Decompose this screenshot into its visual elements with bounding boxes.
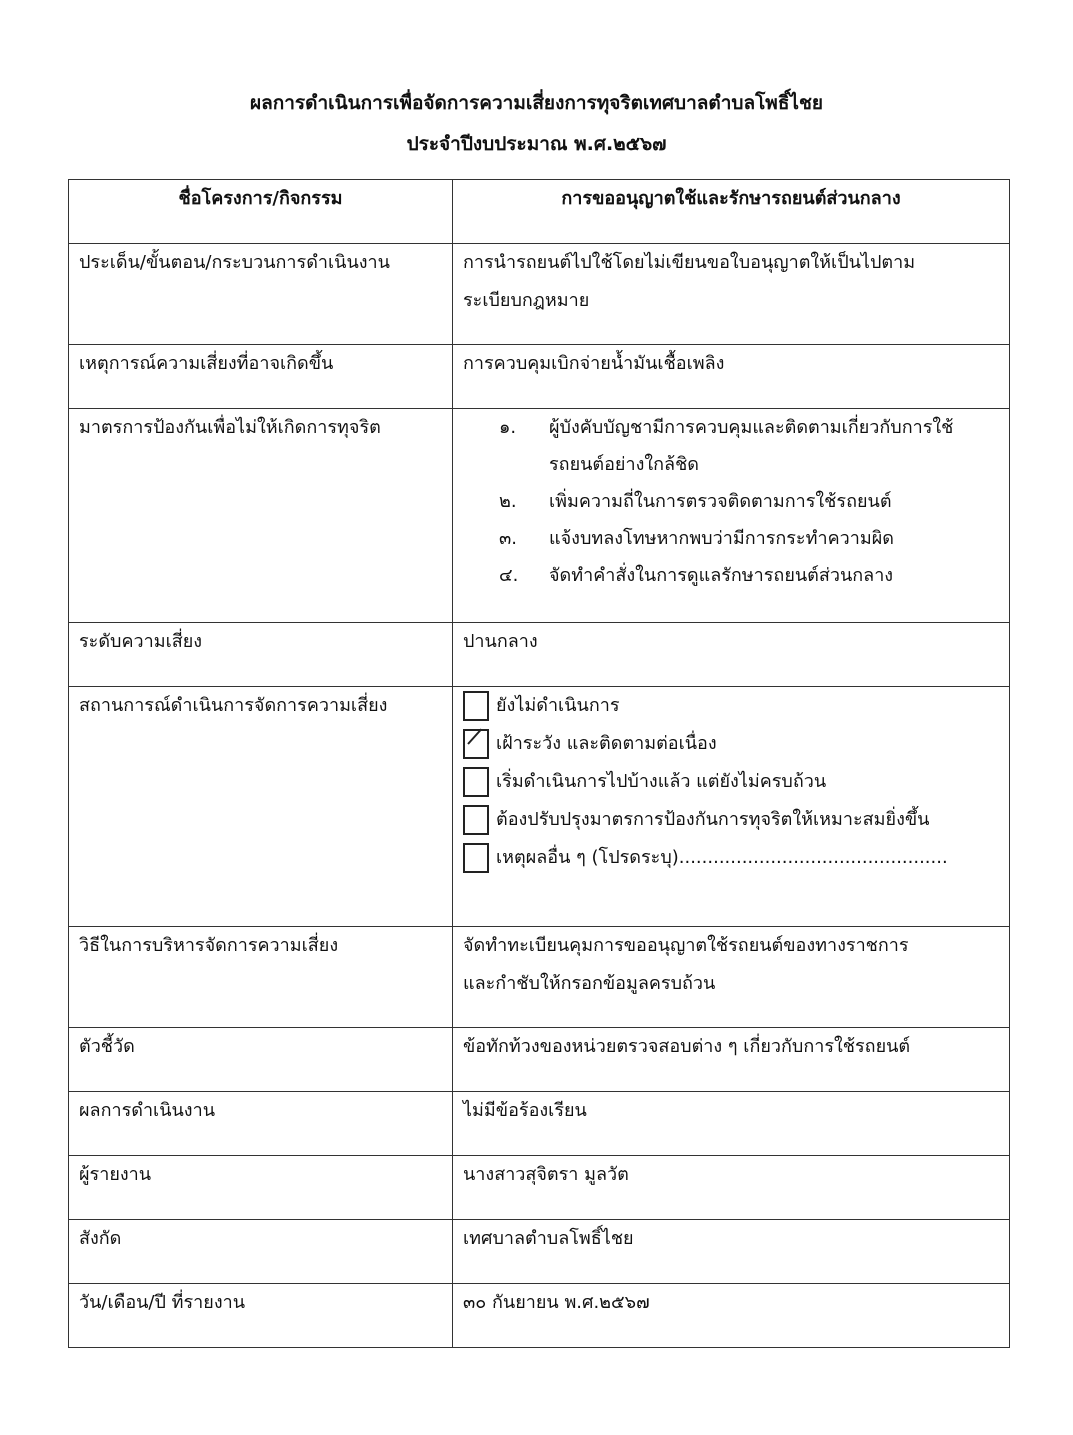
row-value bbox=[453, 244, 1010, 345]
table-row bbox=[69, 1156, 1010, 1220]
row-label: สังกัด bbox=[69, 1220, 453, 1284]
status-option-label: เฝ้าระวัง และติดตามต่อเนื่อง bbox=[496, 733, 717, 754]
report-subtitle: ประจำปีงบประมาณ พ.ศ.๒๕๖๗ bbox=[406, 133, 667, 155]
row-value: การควบคุมเบิกจ่ายน้ำมันเชื้อเพลิง bbox=[453, 345, 1010, 409]
checkbox-icon[interactable] bbox=[463, 691, 489, 721]
measure-number: ๒. bbox=[499, 491, 517, 512]
row-label: เหตุการณ์ความเสี่ยงที่อาจเกิดขึ้น bbox=[69, 345, 453, 409]
row-value-line: จัดทำทะเบียนคุมการขออนุญาตใช้รถยนต์ของทางราชการ bbox=[463, 935, 909, 956]
row-label: ผู้รายงาน bbox=[69, 1156, 453, 1220]
status-option[interactable] bbox=[463, 687, 999, 725]
row-value: ข้อทักท้วงของหน่วยตรวจสอบต่าง ๆ เกี่ยวกับการใช้รถยนต์ bbox=[453, 1028, 1010, 1092]
status-option[interactable] bbox=[463, 801, 999, 839]
status-option[interactable] bbox=[463, 763, 999, 801]
table-row bbox=[69, 409, 1010, 623]
measure-item bbox=[499, 409, 999, 483]
measure-item bbox=[499, 520, 999, 557]
measure-number: ๔. bbox=[499, 565, 519, 586]
measure-item bbox=[499, 483, 999, 520]
table-row bbox=[69, 623, 1010, 687]
row-value: ปานกลาง bbox=[453, 623, 1010, 687]
row-label: วัน/เดือน/ปี ที่รายงาน bbox=[69, 1284, 453, 1348]
status-option[interactable] bbox=[463, 725, 999, 763]
row-label: มาตรการป้องกันเพื่อไม่ให้เกิดการทุจริต bbox=[69, 409, 453, 623]
row-label: ประเด็น/ขั้นตอน/กระบวนการดำเนินงาน bbox=[69, 244, 453, 345]
table-row bbox=[69, 1028, 1010, 1092]
status-option[interactable] bbox=[463, 839, 999, 877]
measures-cell bbox=[453, 409, 1010, 623]
row-label: สถานการณ์ดำเนินการจัดการความเสี่ยง bbox=[69, 687, 453, 927]
row-label: ตัวชี้วัด bbox=[69, 1028, 453, 1092]
status-option-label: เหตุผลอื่น ๆ (โปรดระบุ)............................................... bbox=[496, 847, 948, 868]
measure-number: ๑. bbox=[499, 417, 517, 438]
measure-text: รถยนต์อย่างใกล้ชิด bbox=[549, 454, 699, 475]
table-row bbox=[69, 1092, 1010, 1156]
row-value: ไม่มีข้อร้องเรียน bbox=[453, 1092, 1010, 1156]
table-row bbox=[69, 687, 1010, 927]
status-options bbox=[453, 687, 1010, 927]
row-label: ระดับความเสี่ยง bbox=[69, 623, 453, 687]
row-label: วิธีในการบริหารจัดการความเสี่ยง bbox=[69, 927, 453, 1028]
report-title: ผลการดำเนินการเพื่อจัดการความเสี่ยงการทุจริตเทศบาลตำบลโพธิ์ไชย bbox=[249, 92, 823, 114]
measure-item bbox=[499, 557, 999, 594]
measure-text: จัดทำคำสั่งในการดูแลรักษารถยนต์ส่วนกลาง bbox=[549, 565, 894, 586]
table-row bbox=[69, 345, 1010, 409]
table-header-row bbox=[69, 180, 1010, 244]
measures-list bbox=[463, 409, 999, 594]
row-value-line: การนำรถยนต์ไปใช้โดยไม่เขียนขอใบอนุญาตให้เป็นไปตาม bbox=[463, 252, 916, 273]
measure-text: ผู้บังคับบัญชามีการควบคุมและติดตามเกี่ยวกับการใช้ bbox=[549, 417, 954, 438]
row-label: ผลการดำเนินงาน bbox=[69, 1092, 453, 1156]
table-row bbox=[69, 1284, 1010, 1348]
row-value bbox=[453, 927, 1010, 1028]
checkbox-icon[interactable] bbox=[463, 843, 489, 873]
row-value: ๓๐ กันยายน พ.ศ.๒๕๖๗ bbox=[453, 1284, 1010, 1348]
row-value: นางสาวสุจิตรา มูลวัต bbox=[453, 1156, 1010, 1220]
table-row bbox=[69, 927, 1010, 1028]
status-option-label: ต้องปรับปรุงมาตรการป้องกันการทุจริตให้เหมาะสมยิ่งขึ้น bbox=[496, 809, 930, 830]
status-option-label: เริ่มดำเนินการไปบ้างแล้ว แต่ยังไม่ครบถ้วน bbox=[496, 771, 827, 792]
table-row bbox=[69, 1220, 1010, 1284]
project-value: การขออนุญาตใช้และรักษารถยนต์ส่วนกลาง bbox=[453, 180, 1010, 244]
measure-text: แจ้งบทลงโทษหากพบว่ามีการกระทำความผิด bbox=[549, 528, 894, 549]
project-label: ชื่อโครงการ/กิจกรรม bbox=[69, 180, 453, 244]
checkbox-icon[interactable] bbox=[463, 767, 489, 797]
checkbox-icon[interactable] bbox=[463, 805, 489, 835]
measure-number: ๓. bbox=[499, 528, 518, 549]
checkbox-checked-icon[interactable] bbox=[463, 729, 489, 759]
status-option-label: ยังไม่ดำเนินการ bbox=[496, 695, 620, 716]
risk-report-table bbox=[68, 179, 1010, 1348]
table-row bbox=[69, 244, 1010, 345]
row-value: เทศบาลตำบลโพธิ์ไชย bbox=[453, 1220, 1010, 1284]
measure-text: เพิ่มความถี่ในการตรวจติดตามการใช้รถยนต์ bbox=[549, 491, 892, 512]
row-value-line: ระเบียบกฎหมาย bbox=[463, 290, 590, 311]
row-value-line: และกำชับให้กรอกข้อมูลครบถ้วน bbox=[463, 973, 716, 994]
